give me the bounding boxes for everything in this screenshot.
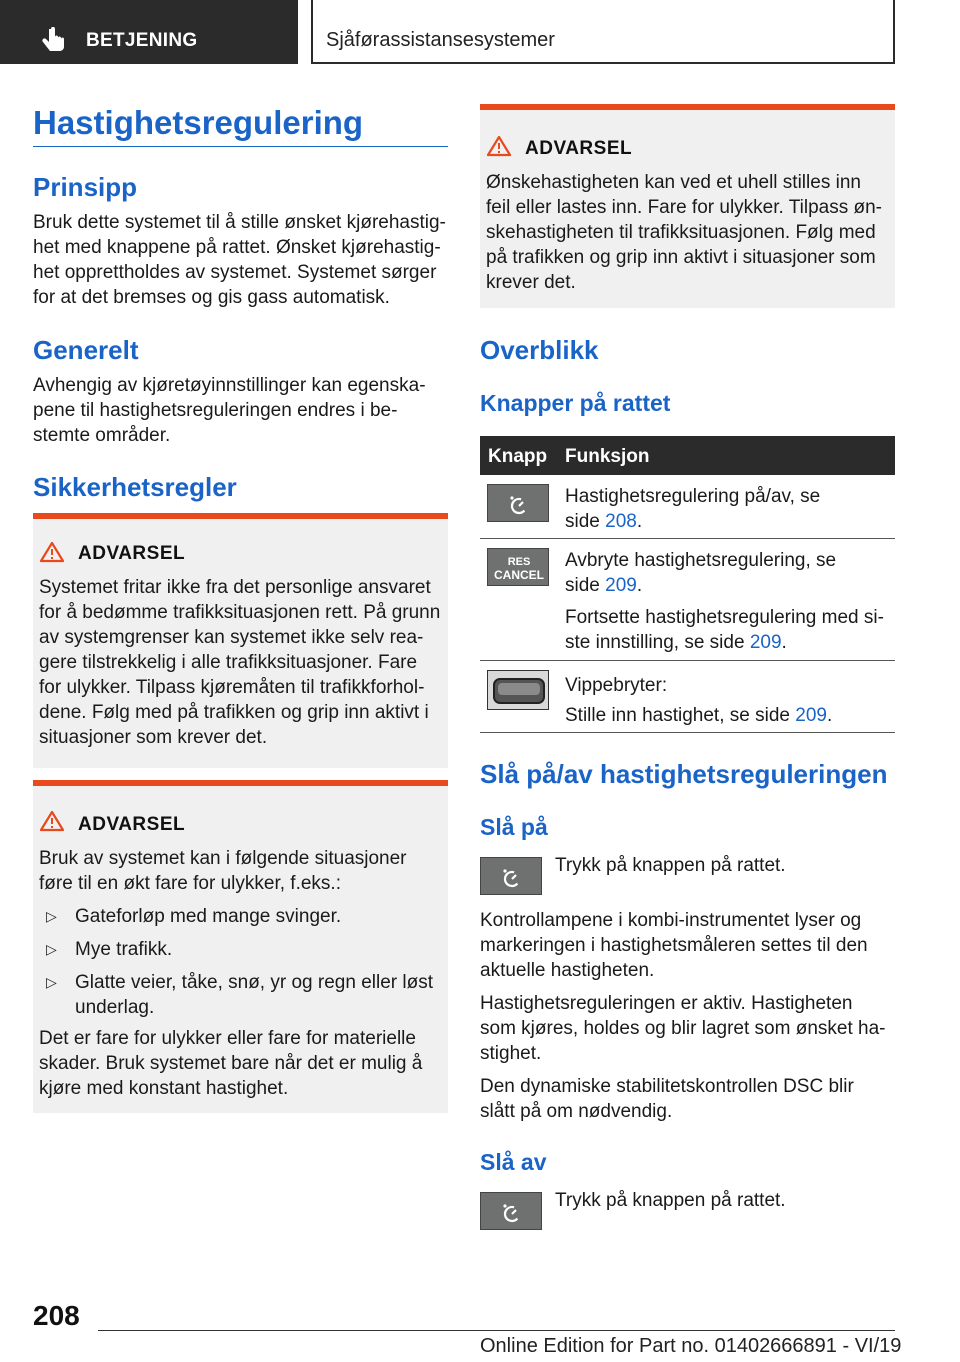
page-title: Hastighetsregulering: [33, 104, 364, 141]
warning-line: Bruk av systemet kan i følgende situasjoner: [39, 848, 407, 869]
res-cancel-button-image: [487, 548, 549, 586]
heading-prinsipp: Prinsipp: [33, 172, 138, 202]
warning-line: av systemgrenser kan systemet ikke selv rea-: [39, 627, 424, 648]
sla-pa-line: som kjøres, holdes og blir lagret som ønsket ha-: [480, 1018, 886, 1039]
res-cancel-icon: [488, 549, 550, 587]
page-link[interactable]: 208: [605, 511, 637, 532]
heading-sla-av: Slå av: [480, 1149, 547, 1175]
footer-edition: Online Edition for Part no. 01402666891 - VI/19: [480, 1335, 902, 1357]
row2-text: Avbryte hastighetsregulering, se: [565, 550, 837, 571]
warning-line: for ulykker. Tilpass kjøremåten til trafikkforhol-: [39, 677, 425, 698]
sla-pa-line: markeringen i hastighetsmåleren settes til den: [480, 935, 868, 956]
bullet-item: ▷ Glatte veier, tåke, snø, yr og regn eller løst underlag.: [46, 972, 433, 1018]
warning-title: ADVARSEL: [525, 138, 633, 159]
row2-text2: Fortsette hastighetsregulering med si-: [565, 607, 884, 628]
triangle-bullet-icon: ▷: [46, 908, 57, 924]
row2-ref: side 209.: [565, 575, 643, 596]
page-link[interactable]: 209: [605, 575, 637, 596]
heading-knapper-pa-rattet: Knapper på rattet: [480, 390, 671, 416]
sla-pa-line: stighet.: [480, 1043, 542, 1064]
table-col-funksjon: Funksjon: [565, 446, 650, 467]
warning-box-2: [33, 780, 448, 1113]
svg-text:RES: RES: [507, 556, 531, 568]
row1-text: Hastighetsregulering på/av, se: [565, 486, 821, 507]
generelt-line-3: stemte områder.: [33, 425, 171, 446]
row3-text: Vippebryter:: [565, 675, 668, 696]
title-rule: [33, 146, 448, 147]
triangle-bullet-icon: ▷: [46, 941, 57, 957]
footer-rule: [98, 1330, 895, 1331]
sla-pa-instruction: Trykk på knappen på rattet.: [555, 855, 786, 876]
sla-pa-line: slått på om nødvendig.: [480, 1101, 673, 1122]
warning-line: feil eller lastes inn. Fare for ulykker. Tilpass øn-: [486, 197, 882, 218]
warning-title: ADVARSEL: [78, 543, 186, 564]
cruise-control-button-image: [480, 1192, 542, 1230]
warning-triangle-icon: [39, 810, 65, 832]
warning-line: føre til en økt fare for ulykker, f.eks.:: [39, 873, 341, 894]
row1-ref: side 208.: [565, 511, 643, 532]
rocker-switch-icon: [488, 671, 550, 711]
cruise-control-icon: [481, 1193, 543, 1231]
warning-line: Det er fare for ulykker eller fare for materielle: [39, 1028, 416, 1049]
cruise-control-icon: [481, 858, 543, 896]
warning-bullet-list: [39, 904, 439, 1028]
table-row-rule: [480, 732, 895, 733]
rocker-switch-image: [487, 670, 549, 710]
page-link[interactable]: 209: [795, 705, 827, 726]
prinsipp-line-2: het med knappene på rattet. Ønsket kjørehastig-: [33, 237, 441, 258]
warning-box-1: [33, 513, 448, 768]
sla-pa-line: aktuelle hastigheten.: [480, 960, 655, 981]
warning-line: skader. Bruk systemet bare når det er mulig å: [39, 1053, 423, 1074]
cruise-control-button-image: [480, 857, 542, 895]
header-chapter-label: BETJENING: [86, 30, 198, 51]
heading-sla-pa: Slå på: [480, 814, 548, 840]
warning-line: krever det.: [486, 272, 576, 293]
table-col-knapp: Knapp: [488, 446, 548, 467]
row2-ref2: ste innstilling, se side 209.: [565, 632, 787, 653]
page-link[interactable]: 209: [749, 632, 782, 653]
sla-pa-line: Kontrollampene i kombi-instrumentet lyser og: [480, 910, 862, 931]
warning-line: for å bedømme trafikksituasjonen rett. På grunn: [39, 602, 441, 623]
header-section-tab: [311, 0, 895, 64]
warning-title: ADVARSEL: [78, 814, 186, 835]
prinsipp-line-3: het opprettholdes av systemet. Systemet sørger: [33, 262, 437, 283]
sla-av-instruction: Trykk på knappen på rattet.: [555, 1190, 786, 1211]
generelt-line-2: pene til hastighetsreguleringen endres i be-: [33, 400, 398, 421]
sla-pa-line: Den dynamiske stabilitetskontrollen DSC blir: [480, 1076, 854, 1097]
warning-line: gere tilstrekkelig i alle trafikksituasjoner. Fare: [39, 652, 418, 673]
svg-text:CANCEL: CANCEL: [494, 568, 544, 582]
row3-ref: Stille inn hastighet, se side 209.: [565, 705, 833, 726]
heading-sikkerhetsregler: Sikkerhetsregler: [33, 472, 237, 502]
warning-triangle-icon: [39, 541, 65, 563]
table-row-rule: [480, 660, 895, 661]
triangle-bullet-icon: ▷: [46, 974, 57, 990]
heading-sla-pa-av: Slå på/av hastighetsreguleringen: [480, 759, 888, 789]
prinsipp-line-4: for at det bremses og gis gass automatisk.: [33, 287, 390, 308]
heading-overblikk: Overblikk: [480, 335, 599, 365]
page-number: 208: [33, 1300, 80, 1331]
warning-line: dene. Følg med på trafikken og grip inn aktivt i: [39, 702, 429, 723]
sla-pa-line: Hastighetsreguleringen er aktiv. Hastigheten: [480, 993, 853, 1014]
prinsipp-line-1: Bruk dette systemet til å stille ønsket kjørehastig-: [33, 212, 446, 233]
warning-line: situasjoner som krever det.: [39, 727, 268, 748]
bullet-item: ▷ Gateforløp med mange svinger.: [46, 906, 342, 927]
header-section-label: Sjåførassistansesystemer: [326, 29, 555, 51]
generelt-line-1: Avhengig av kjøretøyinnstillinger kan egenska-: [33, 375, 426, 396]
warning-line: skehastigheten til trafikksituasjonen. Følg med: [486, 222, 876, 243]
cruise-control-button-image: [487, 484, 549, 522]
cruise-control-icon: [488, 485, 550, 523]
warning-line: Systemet fritar ikke fra det personlige ansvaret: [39, 577, 431, 598]
bullet-item: ▷ Mye trafikk.: [46, 939, 173, 960]
warning-line: på trafikken og grip inn aktivt i situasjoner som: [486, 247, 876, 268]
warning-box-3: [480, 104, 895, 308]
warning-triangle-icon: [486, 135, 512, 157]
warning-line: Ønskehastigheten kan ved et uhell stilles inn: [486, 172, 861, 193]
warning-line: kjøre med konstant hastighet.: [39, 1078, 289, 1099]
heading-generelt: Generelt: [33, 335, 139, 365]
hand-pointer-icon: [40, 27, 66, 55]
table-row-rule: [480, 538, 895, 539]
